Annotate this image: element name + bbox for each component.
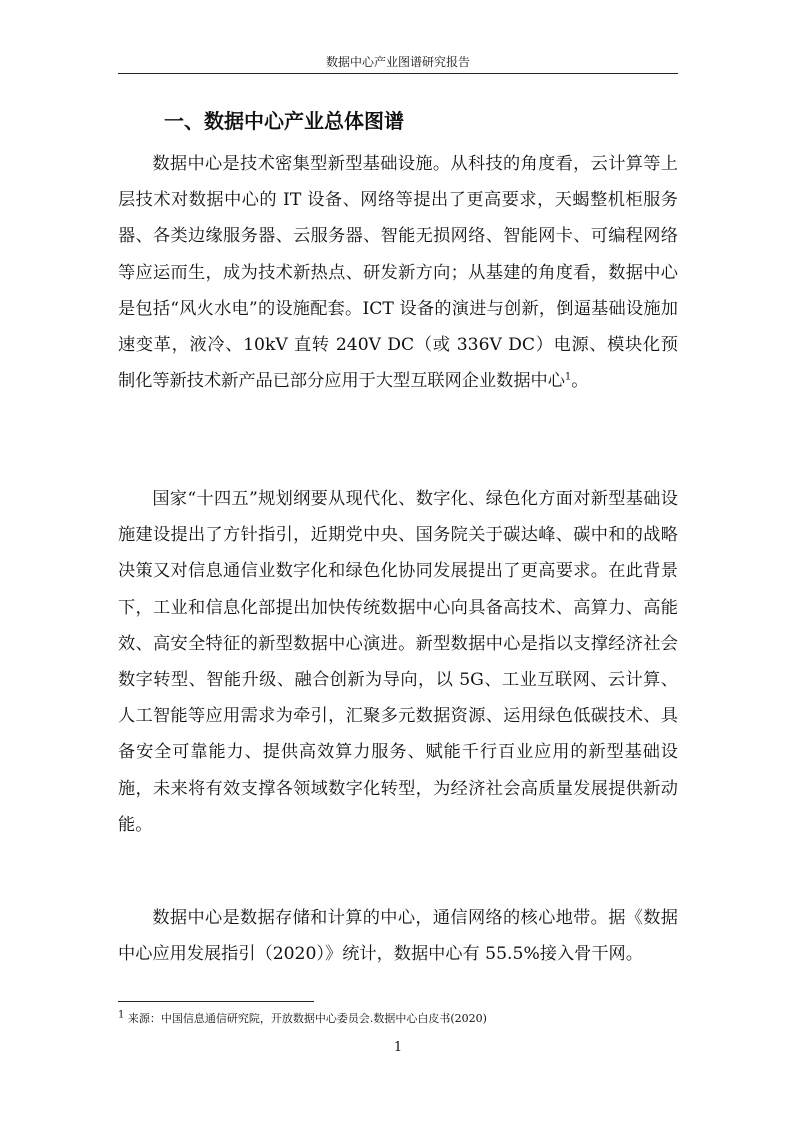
section-heading: 一、数据中心产业总体图谱 xyxy=(164,109,404,133)
paragraph-1-text: 数据中心是技术密集型新型基础设施。从科技的角度看，云计算等上层技术对数据中心的 IT 设备、网络等提出了更高要求，天蝎整机柜服务器、各类边缘服务器、云服务器、智能无损网络、智能网卡、可编程网络等应运而生，成为技术新热点、研发新方向；从基建的角度看，数据中心是包括“风火水电”的设施配套。ICT 设备的演进与创新，倒逼基础设施加速变革，液冷、10kV 直转 240V DC（或 336V DC）电源、模块化预制化等新技术新产品已部分应用于大型互联网企业数据中心 xyxy=(118,154,678,392)
paragraph-2: 国家“十四五”规划纲要从现代化、数字化、绿色化方面对新型基础设施建设提出了方针指引，近期党中央、国务院关于碳达峰、碳中和的战略决策又对信息通信业数字化和绿色化协同发展提出了更高要求。在此背景下，工业和信息化部提出加快传统数据中心向具备高技术、高算力、高能效、高安全特征的新型数据中心演进。新型数据中心是指以支撑经济社会数字转型、智能升级、融合创新为导向，以 5G、工业互联网、云计算、人工智能等应用需求为牵引，汇聚多元数据资源、运用绿色低碳技术、具备安全可靠能力、提供高效算力服务、赋能千行百业应用的新型基础设施，未来将有效支撑各领域数字化转型，为经济社会高质量发展提供新动能。 xyxy=(118,489,678,835)
footnote-marker: 1 xyxy=(118,1009,125,1021)
paragraph-3: 数据中心是数据存储和计算的中心，通信网络的核心地带。据《数据中心应用发展指引（2020）》统计，数据中心有 55.5%接入骨干网。 xyxy=(118,908,678,965)
header-divider xyxy=(118,73,678,74)
footnote-reference[interactable]: 1 xyxy=(564,371,572,383)
paragraph-1 xyxy=(118,146,678,399)
running-header: 数据中心产业图谱研究报告 xyxy=(325,55,470,69)
footnote xyxy=(118,1011,678,1026)
paragraph-1-end: 。 xyxy=(571,371,589,392)
footnote-text: 来源：中国信息通信研究院，开放数据中心委员会.数据中心白皮书(2020) xyxy=(127,1012,487,1025)
page-number: 1 xyxy=(393,1040,403,1055)
footnote-divider xyxy=(118,1001,314,1002)
